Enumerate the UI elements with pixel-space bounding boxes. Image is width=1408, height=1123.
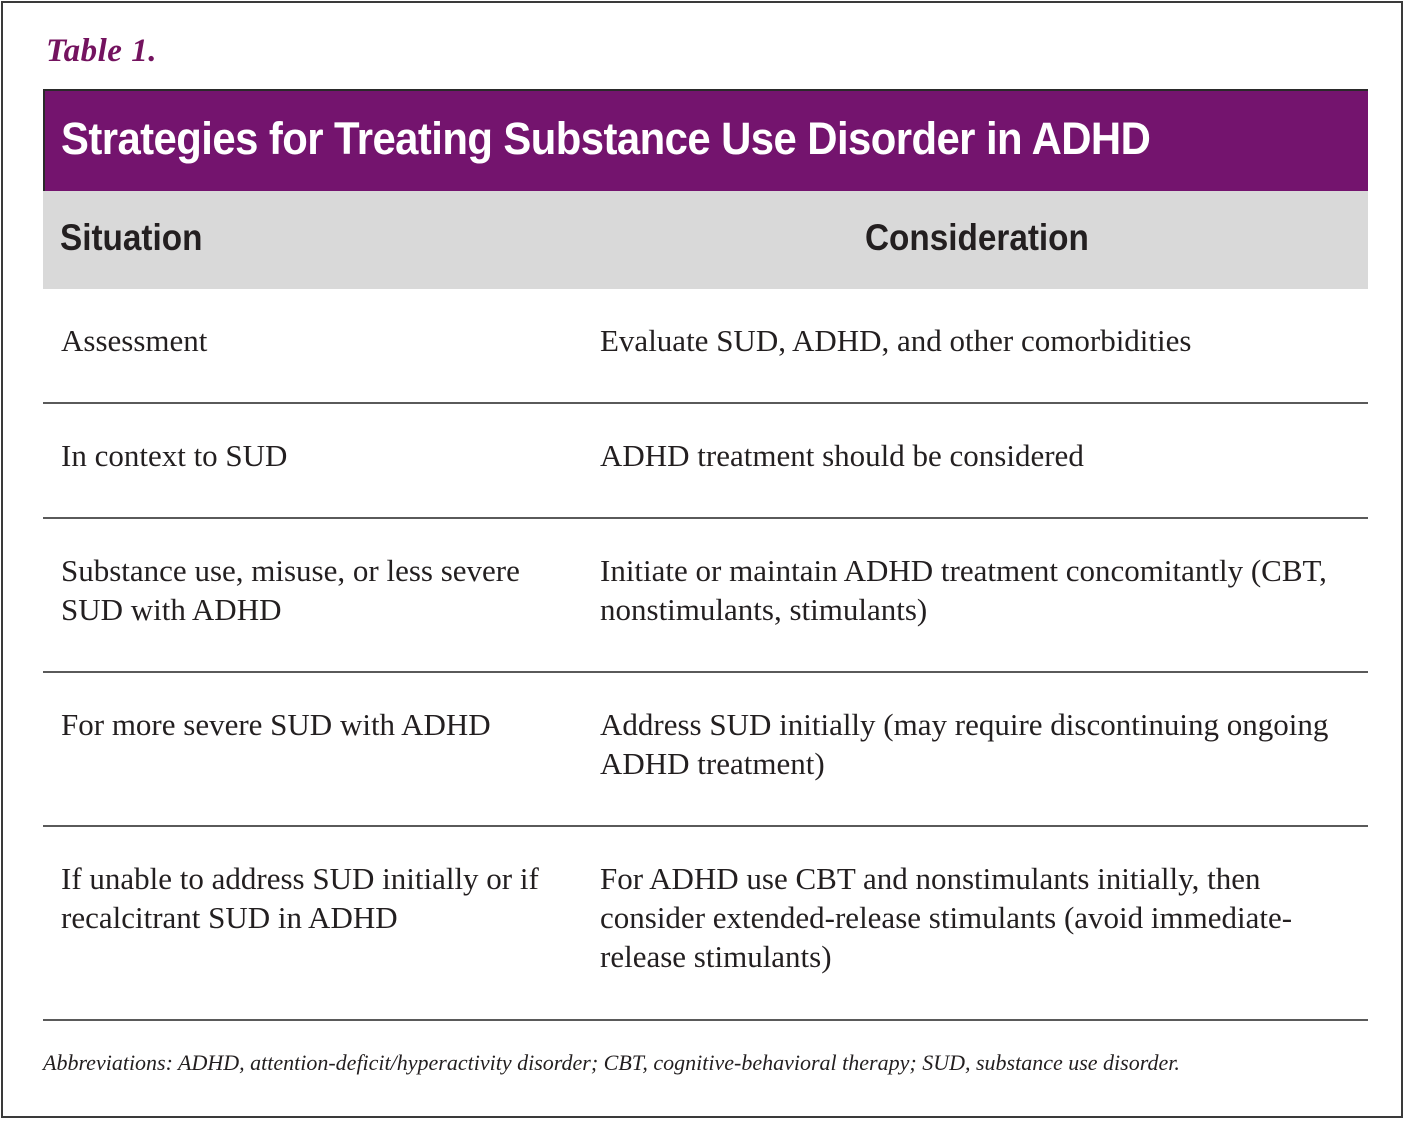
table-row: [43, 673, 1368, 827]
table-body: [43, 289, 1368, 1021]
consideration-cell: Address SUD initially (may require discontinuing ongoing ADHD treatment): [600, 707, 1329, 781]
situation-cell: Substance use, misuse, or less severe SUD with ADHD: [61, 553, 520, 627]
situation-cell: If unable to address SUD initially or if recalcitrant SUD in ADHD: [61, 861, 539, 935]
table-footnote: Abbreviations: ADHD, attention-deficit/hyperactivity disorder; CBT, cognitive-behavioral therapy; SUD, substance use disorder.: [43, 1050, 1180, 1075]
column-header-situation: Situation: [60, 217, 203, 258]
table-title-bar: [43, 89, 1368, 191]
table-label: Table 1.: [46, 33, 157, 69]
table-frame: [1, 1, 1403, 1118]
consideration-cell: Evaluate SUD, ADHD, and other comorbidities: [600, 323, 1192, 358]
situation-cell: For more severe SUD with ADHD: [61, 707, 491, 742]
table-row: [43, 519, 1368, 673]
table-header-row: [43, 191, 1368, 289]
consideration-cell: For ADHD use CBT and nonstimulants initially, then consider extended-release stimulants (avoid immediate-release stimulants): [600, 861, 1293, 974]
table-row: [43, 289, 1368, 404]
table-row: [43, 404, 1368, 519]
column-header-consideration: Consideration: [865, 217, 1089, 258]
situation-cell: In context to SUD: [61, 438, 288, 473]
consideration-cell: Initiate or maintain ADHD treatment concomitantly (CBT, nonstimulants, stimulants): [600, 553, 1327, 627]
table-title: Strategies for Treating Substance Use Disorder in ADHD: [61, 113, 1151, 164]
table-row: [43, 827, 1368, 1021]
consideration-cell: ADHD treatment should be considered: [600, 438, 1084, 473]
situation-cell: Assessment: [61, 323, 208, 358]
